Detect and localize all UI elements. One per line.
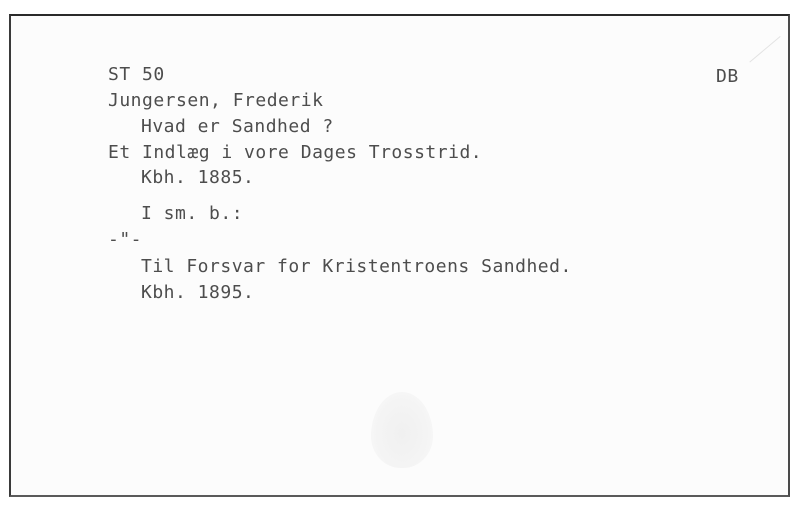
shelfmark: ST 50 xyxy=(108,64,165,85)
collection-code: DB xyxy=(716,66,739,87)
subtitle-line: Et Indlæg i vore Dages Trosstrid. xyxy=(108,142,483,163)
catalog-card xyxy=(9,14,790,497)
author-heading: Jungersen, Frederik xyxy=(108,90,324,111)
second-title-line: Til Forsvar for Kristentroens Sandhed. xyxy=(141,256,572,277)
imprint-line: Kbh. 1885. xyxy=(141,167,255,188)
ditto-mark: -"- xyxy=(108,229,143,250)
title-line: Hvad er Sandhed ? xyxy=(141,116,334,137)
second-imprint-line: Kbh. 1895. xyxy=(141,282,255,303)
bound-with-note: I sm. b.: xyxy=(141,203,244,224)
